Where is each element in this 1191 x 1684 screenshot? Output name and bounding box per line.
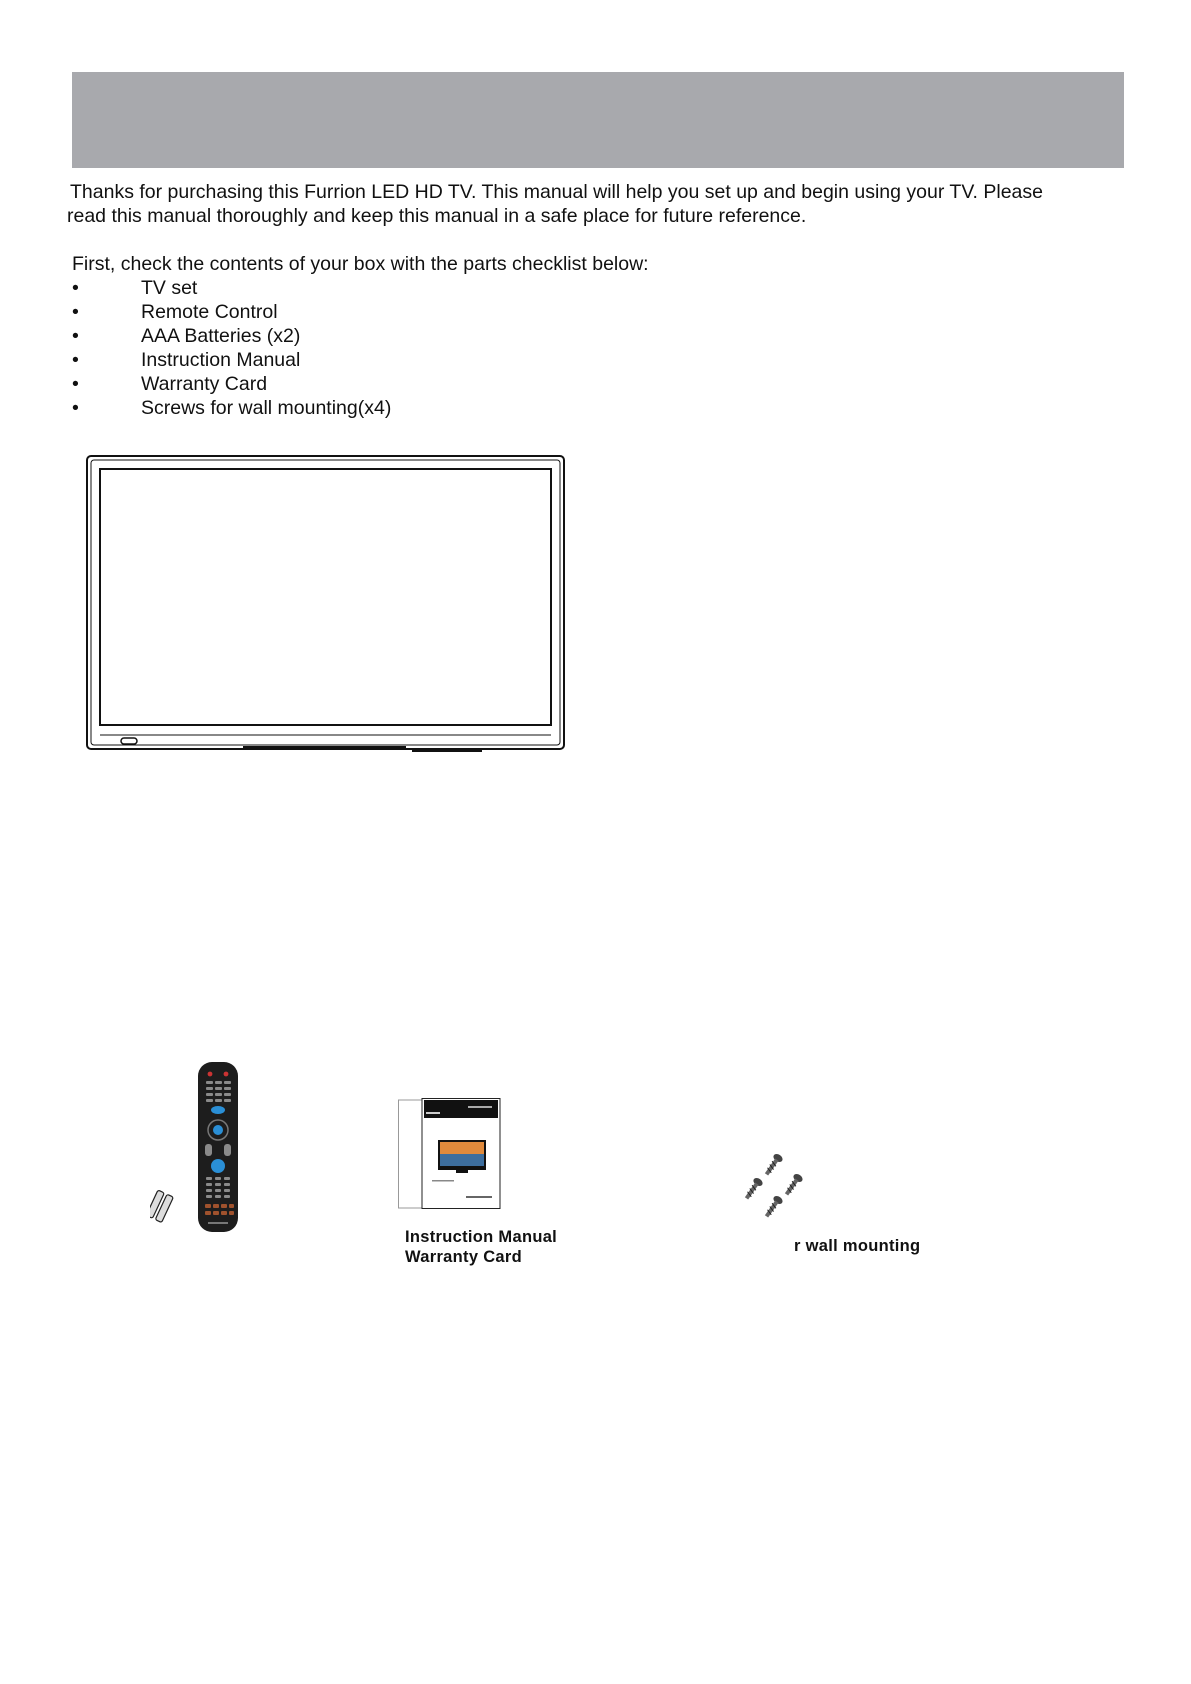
checklist-intro: First, check the contents of your box with the parts checklist below: — [72, 253, 649, 275]
screws-caption: r wall mounting — [794, 1237, 921, 1255]
intro-paragraph — [67, 180, 1130, 228]
aaa-batteries-icon — [150, 1190, 173, 1223]
manual-caption — [405, 1227, 557, 1267]
checklist-item-label: TV set — [141, 277, 198, 299]
checklist-item-label: Screws for wall mounting(x4) — [141, 397, 392, 419]
checklist-item — [72, 396, 391, 420]
bullet: • — [72, 373, 79, 395]
checklist-item-label: Warranty Card — [141, 373, 268, 395]
parts-checklist — [72, 276, 391, 420]
header-band — [72, 72, 1124, 168]
manual-caption-line-2: Warranty Card — [405, 1248, 522, 1266]
bullet: • — [72, 301, 79, 323]
screw-icon — [762, 1152, 784, 1177]
instruction-manual-illustration — [398, 1098, 502, 1210]
bullet: • — [72, 277, 79, 299]
checklist-item — [72, 372, 391, 396]
screws-illustration — [738, 1150, 808, 1222]
checklist-item-label: Instruction Manual — [141, 349, 301, 371]
screw-icon — [742, 1176, 764, 1201]
intro-line-2: read this manual thoroughly and keep this manual in a safe place for future reference. — [67, 205, 807, 227]
remote-control-illustration — [150, 1058, 246, 1238]
checklist-item-label: AAA Batteries (x2) — [141, 325, 301, 347]
screw-icon — [762, 1194, 784, 1219]
checklist-item — [72, 324, 391, 348]
intro-line-1: Thanks for purchasing this Furrion LED HD TV. This manual will help you set up and begin using your TV. Please — [70, 181, 1044, 203]
checklist-item — [72, 276, 391, 300]
bullet: • — [72, 325, 79, 347]
checklist-item-label: Remote Control — [141, 301, 278, 323]
screw-icon — [782, 1172, 804, 1197]
checklist-item — [72, 300, 391, 324]
checklist-item — [72, 348, 391, 372]
bullet: • — [72, 349, 79, 371]
bullet: • — [72, 397, 79, 419]
tv-set-illustration — [86, 455, 566, 753]
manual-caption-line-1: Instruction Manual — [405, 1228, 558, 1246]
